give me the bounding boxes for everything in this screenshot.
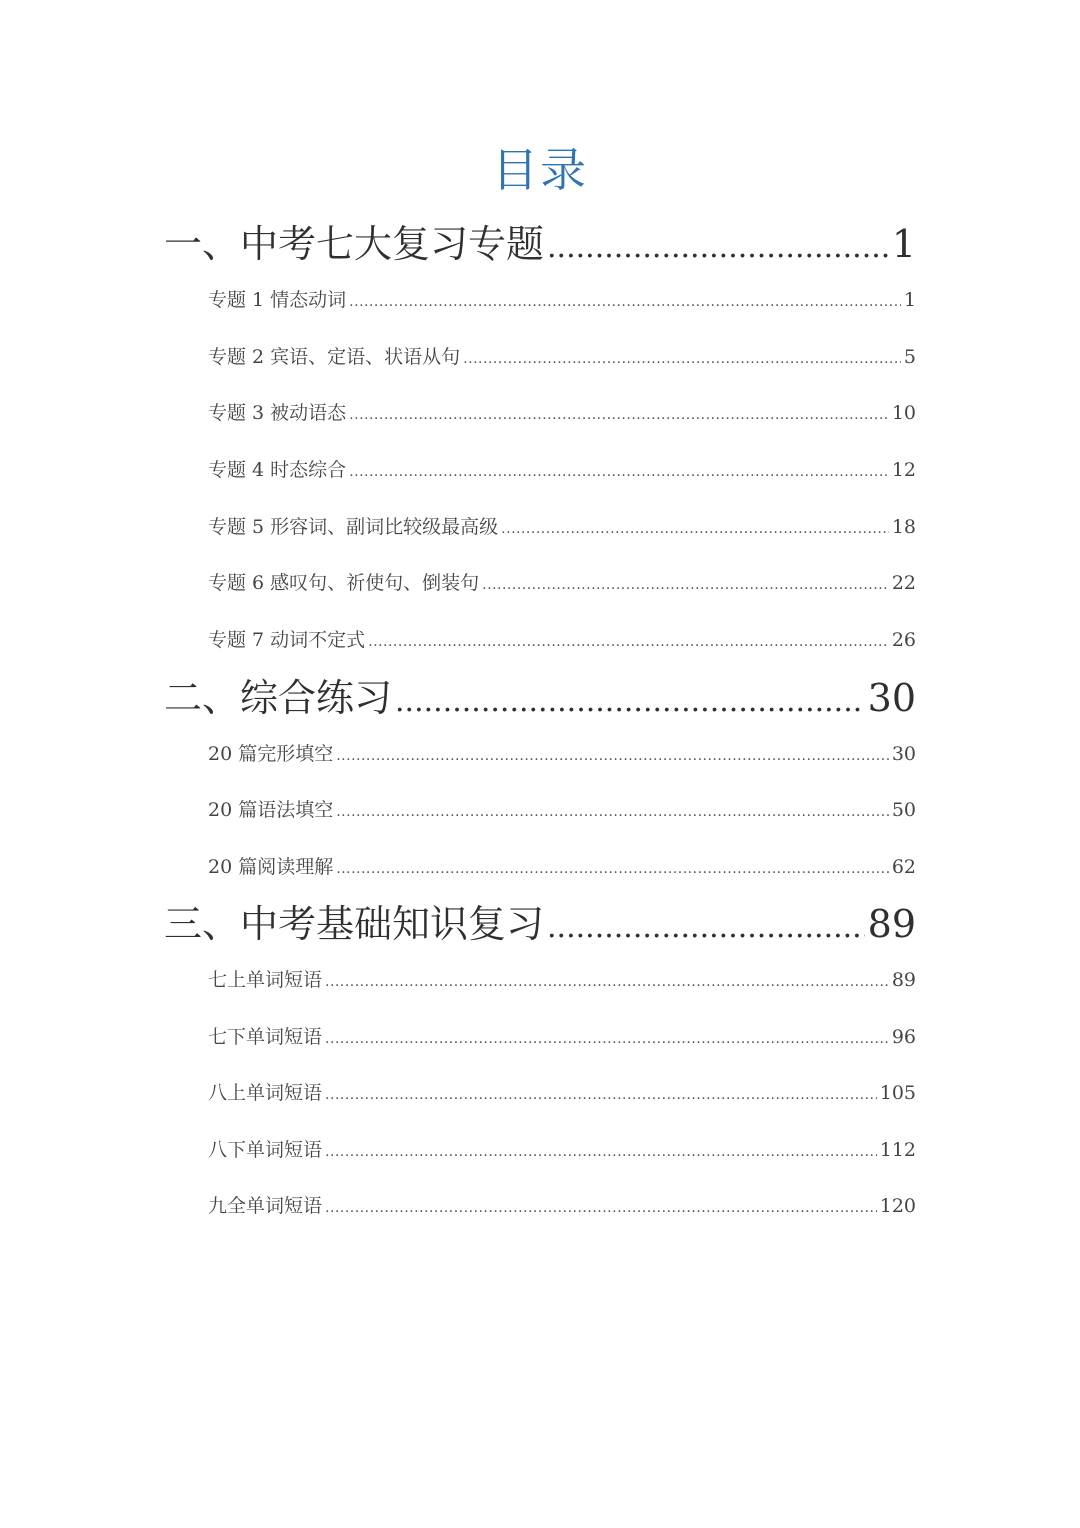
toc-entry-label: 20 篇完形填空 — [208, 743, 334, 765]
toc-page-number: 62 — [891, 856, 916, 878]
toc-entry[interactable] — [208, 286, 916, 314]
dot-leader — [349, 401, 889, 429]
toc-entry-label: 20 篇阅读理解 — [208, 856, 334, 878]
toc-section-1[interactable] — [164, 218, 916, 270]
toc-entry[interactable] — [208, 1079, 916, 1107]
toc-page-number: 5 — [903, 346, 916, 368]
toc-page-number: 89 — [891, 969, 916, 991]
toc-section-2[interactable] — [164, 672, 916, 724]
toc-entry[interactable] — [208, 1023, 916, 1051]
toc-section-3[interactable] — [164, 898, 916, 950]
toc-page-number: 112 — [879, 1139, 916, 1161]
toc-entry[interactable] — [208, 966, 916, 994]
toc-entry-label: 专题 1 情态动词 — [208, 289, 347, 311]
toc-entry-label: 专题 6 感叹句、祈使句、倒装句 — [208, 572, 480, 594]
toc-entry-label: 专题 3 被动语态 — [208, 402, 347, 424]
toc-page-number: 30 — [891, 743, 916, 765]
toc-page-number: 50 — [891, 799, 916, 821]
toc-entry-label: 专题 5 形容词、副词比较级最高级 — [208, 516, 499, 538]
toc-page-number: 18 — [891, 516, 916, 538]
toc-entry[interactable] — [208, 513, 916, 541]
toc-title: 目录 — [492, 143, 588, 197]
dot-leader — [349, 458, 889, 486]
toc-section-label: 一、中考七大复习专题 — [164, 222, 545, 266]
toc-section-label: 二、综合练习 — [164, 676, 393, 720]
toc-page-number: 30 — [867, 676, 916, 720]
toc-entry[interactable] — [208, 399, 916, 427]
dot-leader — [336, 855, 889, 883]
toc-entry[interactable] — [208, 796, 916, 824]
toc-entry-label: 七下单词短语 — [208, 1026, 323, 1048]
toc-section-label: 三、中考基础知识复习 — [164, 902, 545, 946]
dot-leader — [325, 1194, 877, 1222]
toc-entry[interactable] — [208, 853, 916, 881]
dot-leader — [325, 1081, 877, 1109]
toc-entry-label: 九全单词短语 — [208, 1195, 323, 1217]
dot-leader — [336, 742, 889, 770]
toc-page-number: 96 — [891, 1026, 916, 1048]
dot-leader — [395, 676, 865, 728]
toc-entry[interactable] — [208, 626, 916, 654]
dot-leader — [482, 571, 889, 599]
toc-entry-label: 七上单词短语 — [208, 969, 323, 991]
toc-entry[interactable] — [208, 343, 916, 371]
toc-entry-label: 专题 4 时态综合 — [208, 459, 347, 481]
dot-leader — [501, 515, 889, 543]
toc-entry-label: 八下单词短语 — [208, 1139, 323, 1161]
toc-entry-label: 八上单词短语 — [208, 1082, 323, 1104]
toc-page-number: 89 — [867, 902, 916, 946]
dot-leader — [325, 1138, 877, 1166]
toc-page-number: 1 — [891, 222, 916, 266]
toc-entry[interactable] — [208, 1192, 916, 1220]
dot-leader — [368, 628, 889, 656]
dot-leader — [547, 902, 865, 954]
toc-page-number: 10 — [891, 402, 916, 424]
dot-leader — [336, 798, 889, 826]
toc-entry[interactable] — [208, 456, 916, 484]
toc-entry[interactable] — [208, 569, 916, 597]
toc-page-number: 26 — [891, 629, 916, 651]
dot-leader — [325, 968, 889, 996]
toc-page-number: 1 — [903, 289, 916, 311]
toc-entry[interactable] — [208, 1136, 916, 1164]
toc-entry[interactable] — [208, 740, 916, 768]
dot-leader — [463, 345, 901, 373]
dot-leader — [547, 222, 889, 274]
toc-page-number: 22 — [891, 572, 916, 594]
dot-leader — [349, 288, 901, 316]
toc-entry-label: 20 篇语法填空 — [208, 799, 334, 821]
toc-page-number: 120 — [879, 1195, 916, 1217]
toc-page-number: 105 — [879, 1082, 916, 1104]
toc-entry-label: 专题 7 动词不定式 — [208, 629, 366, 651]
toc-page-number: 12 — [891, 459, 916, 481]
dot-leader — [325, 1025, 889, 1053]
toc-entry-label: 专题 2 宾语、定语、状语从句 — [208, 346, 461, 368]
